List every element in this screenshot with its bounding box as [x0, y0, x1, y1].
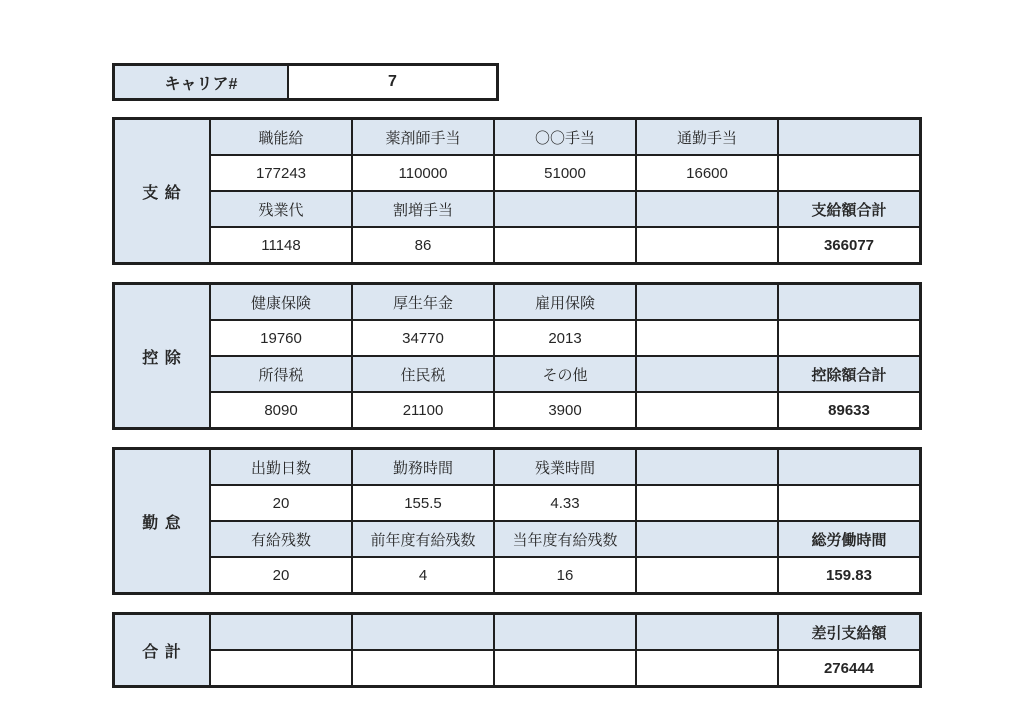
value-cell: 110000: [352, 155, 494, 191]
section-table-2: [112, 447, 922, 595]
value-cell: 8090: [210, 392, 352, 429]
value-cell: [636, 650, 778, 687]
header-cell: 前年度有給残数: [352, 521, 494, 557]
header-cell: [636, 191, 778, 227]
value-cell: 19760: [210, 320, 352, 356]
table-row: [114, 320, 921, 356]
value-cell: [778, 155, 921, 191]
header-cell: 当年度有給残数: [494, 521, 636, 557]
value-cell: 2013: [494, 320, 636, 356]
value-cell: [778, 485, 921, 521]
header-cell: 〇〇手当: [494, 119, 636, 156]
value-cell: [494, 650, 636, 687]
value-cell: 177243: [210, 155, 352, 191]
header-cell: 出勤日数: [210, 449, 352, 486]
header-cell: 所得税: [210, 356, 352, 392]
header-cell: 住民税: [352, 356, 494, 392]
value-cell: [636, 320, 778, 356]
value-cell: 89633: [778, 392, 921, 429]
table-row: [114, 485, 921, 521]
header-cell: 有給残数: [210, 521, 352, 557]
value-cell: [494, 227, 636, 264]
header-cell: [352, 614, 494, 651]
table-row: [114, 392, 921, 429]
header-cell: 厚生年金: [352, 284, 494, 321]
value-cell: [636, 392, 778, 429]
value-cell: 34770: [352, 320, 494, 356]
value-cell: 11148: [210, 227, 352, 264]
header-cell: 職能給: [210, 119, 352, 156]
table-row: [114, 119, 921, 156]
value-cell: 276444: [778, 650, 921, 687]
value-cell: [636, 227, 778, 264]
section-table-0: [112, 117, 922, 265]
header-cell: 健康保険: [210, 284, 352, 321]
table-row: [114, 356, 921, 392]
value-cell: 86: [352, 227, 494, 264]
value-cell: 16: [494, 557, 636, 594]
value-cell: 3900: [494, 392, 636, 429]
value-cell: 20: [210, 557, 352, 594]
career-row: [114, 65, 498, 100]
sections: [112, 117, 922, 705]
section-table-1: [112, 282, 922, 430]
header-cell: [778, 449, 921, 486]
table-row: [114, 284, 921, 321]
value-cell: [210, 650, 352, 687]
header-cell: [636, 614, 778, 651]
header-cell: 雇用保険: [494, 284, 636, 321]
header-cell: 差引支給額: [778, 614, 921, 651]
career-value-cell: 7: [288, 65, 498, 100]
table-row: [114, 521, 921, 557]
section-label: 支 給: [114, 119, 211, 264]
value-cell: [778, 320, 921, 356]
header-cell: 控除額合計: [778, 356, 921, 392]
value-cell: 20: [210, 485, 352, 521]
header-cell: 割増手当: [352, 191, 494, 227]
value-cell: 366077: [778, 227, 921, 264]
value-cell: 4.33: [494, 485, 636, 521]
header-cell: 残業代: [210, 191, 352, 227]
header-cell: 勤務時間: [352, 449, 494, 486]
table-row: [114, 191, 921, 227]
value-cell: 4: [352, 557, 494, 594]
header-cell: 残業時間: [494, 449, 636, 486]
value-cell: 51000: [494, 155, 636, 191]
table-row: [114, 155, 921, 191]
value-cell: 21100: [352, 392, 494, 429]
header-cell: その他: [494, 356, 636, 392]
table-row: [114, 227, 921, 264]
table-row: [114, 614, 921, 651]
header-cell: 総労働時間: [778, 521, 921, 557]
header-cell: [494, 191, 636, 227]
value-cell: [352, 650, 494, 687]
table-row: [114, 449, 921, 486]
section-label: 合 計: [114, 614, 211, 687]
value-cell: 16600: [636, 155, 778, 191]
header-cell: [636, 521, 778, 557]
career-label-cell: キャリア#: [114, 65, 289, 100]
section-label: 勤 怠: [114, 449, 211, 594]
header-cell: [210, 614, 352, 651]
value-cell: [636, 557, 778, 594]
header-cell: [636, 284, 778, 321]
table-row: [114, 650, 921, 687]
header-cell: 支給額合計: [778, 191, 921, 227]
header-cell: 通勤手当: [636, 119, 778, 156]
header-cell: [494, 614, 636, 651]
header-cell: 薬剤師手当: [352, 119, 494, 156]
value-cell: 155.5: [352, 485, 494, 521]
career-number-table: [112, 63, 499, 101]
value-cell: 159.83: [778, 557, 921, 594]
header-cell: [778, 284, 921, 321]
table-row: [114, 557, 921, 594]
header-cell: [636, 356, 778, 392]
header-cell: [778, 119, 921, 156]
value-cell: [636, 485, 778, 521]
section-label: 控 除: [114, 284, 211, 429]
section-table-3: [112, 612, 922, 688]
header-cell: [636, 449, 778, 486]
